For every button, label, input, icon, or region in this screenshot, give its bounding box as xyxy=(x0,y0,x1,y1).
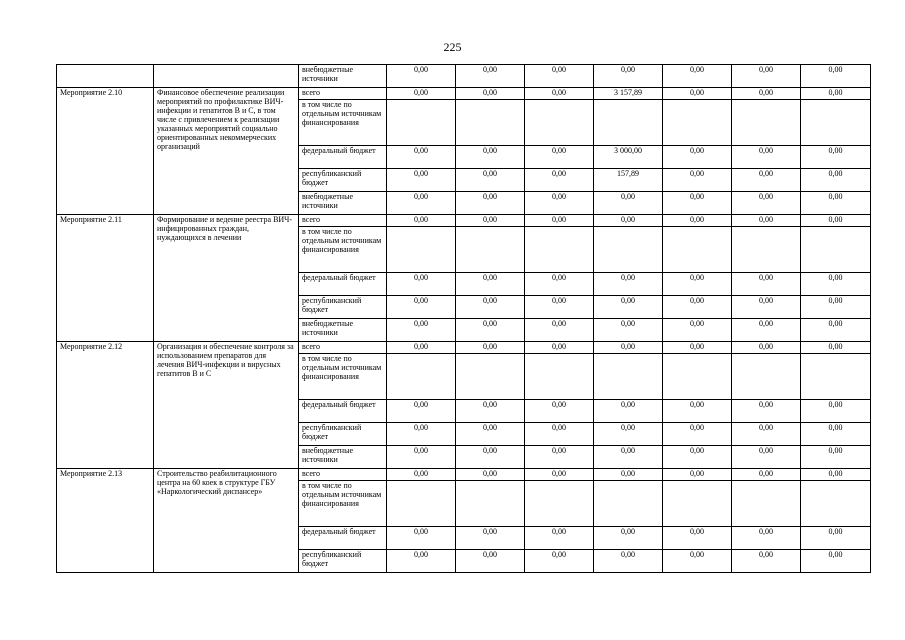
value-cell xyxy=(663,100,732,146)
value-cell: 0,00 xyxy=(387,527,456,550)
value-cell: 0,00 xyxy=(732,215,801,227)
value-cell: 0,00 xyxy=(594,550,663,573)
source-cell: республиканский бюджет xyxy=(299,296,387,319)
value-cell: 0,00 xyxy=(801,88,871,100)
source-cell: федеральный бюджет xyxy=(299,400,387,423)
value-cell: 0,00 xyxy=(594,273,663,296)
value-cell xyxy=(594,227,663,273)
value-cell: 0,00 xyxy=(663,215,732,227)
source-cell: федеральный бюджет xyxy=(299,273,387,296)
value-cell: 0,00 xyxy=(732,527,801,550)
value-cell xyxy=(732,227,801,273)
value-cell: 0,00 xyxy=(387,319,456,342)
value-cell: 0,00 xyxy=(594,342,663,354)
value-cell xyxy=(594,481,663,527)
value-cell xyxy=(456,100,525,146)
value-cell: 0,00 xyxy=(525,423,594,446)
value-cell: 0,00 xyxy=(663,192,732,215)
source-cell: всего xyxy=(299,342,387,354)
value-cell: 0,00 xyxy=(801,550,871,573)
value-cell: 0,00 xyxy=(525,88,594,100)
value-cell: 0,00 xyxy=(663,400,732,423)
value-cell: 0,00 xyxy=(387,215,456,227)
value-cell: 0,00 xyxy=(456,342,525,354)
value-cell: 0,00 xyxy=(387,469,456,481)
value-cell xyxy=(525,227,594,273)
value-cell: 0,00 xyxy=(525,65,594,88)
value-cell: 0,00 xyxy=(525,342,594,354)
value-cell: 0,00 xyxy=(663,296,732,319)
value-cell: 0,00 xyxy=(801,215,871,227)
value-cell: 0,00 xyxy=(732,296,801,319)
value-cell: 0,00 xyxy=(663,342,732,354)
value-cell: 0,00 xyxy=(525,319,594,342)
value-cell xyxy=(594,100,663,146)
value-cell: 0,00 xyxy=(387,296,456,319)
value-cell: 0,00 xyxy=(594,400,663,423)
value-cell: 0,00 xyxy=(732,273,801,296)
value-cell: 0,00 xyxy=(525,400,594,423)
value-cell: 0,00 xyxy=(732,146,801,169)
value-cell: 0,00 xyxy=(387,342,456,354)
value-cell: 0,00 xyxy=(456,146,525,169)
value-cell: 0,00 xyxy=(456,65,525,88)
value-cell xyxy=(801,354,871,400)
value-cell: 0,00 xyxy=(594,423,663,446)
value-cell: 0,00 xyxy=(732,423,801,446)
value-cell: 0,00 xyxy=(732,446,801,469)
table-row xyxy=(57,88,871,100)
value-cell: 0,00 xyxy=(456,296,525,319)
value-cell: 157,89 xyxy=(594,169,663,192)
value-cell: 0,00 xyxy=(525,446,594,469)
value-cell: 0,00 xyxy=(801,527,871,550)
value-cell: 0,00 xyxy=(456,192,525,215)
source-cell: республиканский бюджет xyxy=(299,423,387,446)
value-cell: 0,00 xyxy=(801,400,871,423)
value-cell: 0,00 xyxy=(663,423,732,446)
value-cell: 0,00 xyxy=(525,527,594,550)
value-cell: 0,00 xyxy=(456,469,525,481)
source-cell: внебюджетные источники xyxy=(299,192,387,215)
value-cell: 0,00 xyxy=(594,192,663,215)
page-number: 225 xyxy=(443,40,462,54)
value-cell: 0,00 xyxy=(456,446,525,469)
value-cell: 0,00 xyxy=(732,550,801,573)
value-cell xyxy=(525,481,594,527)
value-cell xyxy=(663,354,732,400)
value-cell xyxy=(387,227,456,273)
value-cell: 0,00 xyxy=(456,423,525,446)
value-cell xyxy=(456,354,525,400)
value-cell: 0,00 xyxy=(387,192,456,215)
value-cell: 0,00 xyxy=(387,550,456,573)
measure-code: Мероприятие 2.11 xyxy=(57,215,154,342)
source-cell: республиканский бюджет xyxy=(299,169,387,192)
measure-description: Формирование и ведение реестра ВИЧ-инфицированных граждан, нуждающихся в лечении xyxy=(154,215,299,342)
measure-code: Мероприятие 2.10 xyxy=(57,88,154,215)
value-cell: 3 000,00 xyxy=(594,146,663,169)
value-cell: 0,00 xyxy=(456,88,525,100)
value-cell: 0,00 xyxy=(732,65,801,88)
financing-table xyxy=(56,64,871,573)
source-cell: республиканский бюджет xyxy=(299,550,387,573)
value-cell: 0,00 xyxy=(663,273,732,296)
value-cell: 0,00 xyxy=(594,446,663,469)
table-row xyxy=(57,215,871,227)
measure-description: Финансовое обеспечение реализации мероприятий по профилактике ВИЧ-инфекции и гепатитов В и С, в том числе с привлечением к реализации указанных мероприятий социально ориентированных некоммерческих организаций xyxy=(154,88,299,215)
value-cell: 0,00 xyxy=(456,550,525,573)
value-cell: 0,00 xyxy=(387,65,456,88)
value-cell xyxy=(801,227,871,273)
value-cell: 0,00 xyxy=(801,65,871,88)
value-cell: 0,00 xyxy=(663,146,732,169)
measure-description: Строительство реабилитационного центра на 60 коек в структуре ГБУ «Наркологический диспансер» xyxy=(154,469,299,573)
source-cell: федеральный бюджет xyxy=(299,527,387,550)
source-cell: в том числе по отдельным источникам финансирования xyxy=(299,481,387,527)
value-cell: 0,00 xyxy=(456,273,525,296)
value-cell xyxy=(663,227,732,273)
value-cell: 0,00 xyxy=(525,146,594,169)
value-cell: 0,00 xyxy=(387,146,456,169)
value-cell: 0,00 xyxy=(801,446,871,469)
value-cell: 0,00 xyxy=(456,215,525,227)
value-cell: 0,00 xyxy=(732,319,801,342)
source-cell: внебюджетные источники xyxy=(299,319,387,342)
value-cell: 0,00 xyxy=(801,169,871,192)
value-cell xyxy=(387,354,456,400)
value-cell: 0,00 xyxy=(801,192,871,215)
value-cell: 0,00 xyxy=(663,65,732,88)
value-cell: 0,00 xyxy=(594,527,663,550)
value-cell: 0,00 xyxy=(387,273,456,296)
value-cell: 0,00 xyxy=(525,215,594,227)
value-cell: 0,00 xyxy=(663,169,732,192)
source-cell: всего xyxy=(299,88,387,100)
value-cell xyxy=(801,100,871,146)
value-cell: 0,00 xyxy=(732,342,801,354)
value-cell: 0,00 xyxy=(525,296,594,319)
value-cell: 0,00 xyxy=(801,423,871,446)
source-cell: в том числе по отдельным источникам финансирования xyxy=(299,100,387,146)
value-cell: 0,00 xyxy=(732,192,801,215)
value-cell: 0,00 xyxy=(732,469,801,481)
value-cell: 0,00 xyxy=(801,296,871,319)
value-cell: 0,00 xyxy=(801,146,871,169)
value-cell: 0,00 xyxy=(801,342,871,354)
value-cell: 0,00 xyxy=(525,273,594,296)
value-cell: 0,00 xyxy=(732,169,801,192)
code-cell xyxy=(57,65,154,88)
value-cell: 0,00 xyxy=(525,169,594,192)
value-cell: 0,00 xyxy=(663,527,732,550)
value-cell: 0,00 xyxy=(663,88,732,100)
value-cell xyxy=(663,481,732,527)
value-cell: 0,00 xyxy=(663,469,732,481)
value-cell: 0,00 xyxy=(525,192,594,215)
value-cell xyxy=(387,481,456,527)
value-cell xyxy=(525,354,594,400)
value-cell: 0,00 xyxy=(456,169,525,192)
value-cell: 0,00 xyxy=(801,319,871,342)
measure-code: Мероприятие 2.13 xyxy=(57,469,154,573)
value-cell: 0,00 xyxy=(594,296,663,319)
table-row xyxy=(57,65,871,88)
value-cell xyxy=(732,481,801,527)
value-cell: 0,00 xyxy=(594,215,663,227)
table-row xyxy=(57,342,871,354)
value-cell xyxy=(732,100,801,146)
value-cell xyxy=(456,481,525,527)
value-cell: 0,00 xyxy=(387,88,456,100)
value-cell: 0,00 xyxy=(456,319,525,342)
value-cell: 0,00 xyxy=(387,446,456,469)
source-cell: внебюджетные источники xyxy=(299,65,387,88)
value-cell: 0,00 xyxy=(594,469,663,481)
value-cell: 0,00 xyxy=(663,550,732,573)
value-cell: 0,00 xyxy=(456,400,525,423)
value-cell: 0,00 xyxy=(801,469,871,481)
value-cell xyxy=(387,100,456,146)
value-cell: 0,00 xyxy=(732,400,801,423)
value-cell xyxy=(456,227,525,273)
value-cell: 3 157,89 xyxy=(594,88,663,100)
value-cell: 0,00 xyxy=(387,423,456,446)
value-cell: 0,00 xyxy=(663,319,732,342)
value-cell: 0,00 xyxy=(732,88,801,100)
value-cell xyxy=(525,100,594,146)
value-cell xyxy=(594,354,663,400)
value-cell: 0,00 xyxy=(663,446,732,469)
value-cell: 0,00 xyxy=(456,527,525,550)
value-cell xyxy=(732,354,801,400)
source-cell: всего xyxy=(299,215,387,227)
description-cell xyxy=(154,65,299,88)
value-cell: 0,00 xyxy=(801,273,871,296)
value-cell: 0,00 xyxy=(525,550,594,573)
value-cell: 0,00 xyxy=(387,400,456,423)
source-cell: в том числе по отдельным источникам финансирования xyxy=(299,227,387,273)
source-cell: федеральный бюджет xyxy=(299,146,387,169)
table-row xyxy=(57,469,871,481)
value-cell: 0,00 xyxy=(594,319,663,342)
measure-description: Организация и обеспечение контроля за использованием препаратов для лечения ВИЧ-инфекции и вирусных гепатитов В и С xyxy=(154,342,299,469)
measure-code: Мероприятие 2.12 xyxy=(57,342,154,469)
value-cell: 0,00 xyxy=(525,469,594,481)
source-cell: внебюджетные источники xyxy=(299,446,387,469)
source-cell: всего xyxy=(299,469,387,481)
source-cell: в том числе по отдельным источникам финансирования xyxy=(299,354,387,400)
value-cell: 0,00 xyxy=(594,65,663,88)
value-cell xyxy=(801,481,871,527)
value-cell: 0,00 xyxy=(387,169,456,192)
